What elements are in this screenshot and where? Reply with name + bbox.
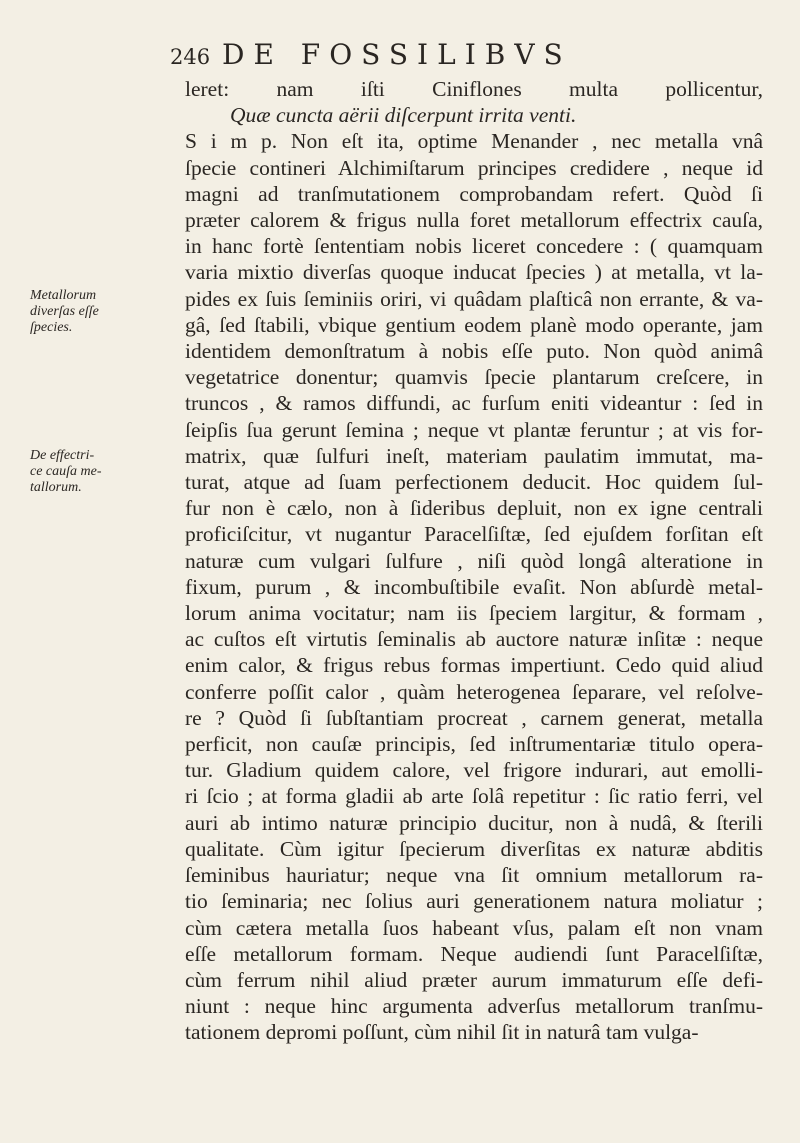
margin-note-line: tallorum. <box>30 480 82 495</box>
text-line: fur non è cælo, non à ſideribus depluit, non ex igne centrali <box>185 496 763 521</box>
text-line: S i m p. Non eſt ita, optime Menander , nec metalla vnâ <box>185 129 763 154</box>
text-line: re ? Quòd ſi ſubſtantiam procreat , carnem generat, metalla <box>185 705 763 730</box>
running-head <box>170 38 790 71</box>
text-line: in hanc fortè ſententiam nobis liceret concedere : ( quamquam <box>185 234 763 259</box>
text-line: ſeipſis ſua gerunt ſemina ; neque vt plantæ feruntur ; at vis for- <box>185 417 763 442</box>
text-line: conferre poſſit calor , quàm heterogenea ſeparare, vel reſolve- <box>185 679 763 704</box>
text-line: varia mixtio diverſas quoque inducat ſpecies ) at metalla, vt la- <box>185 260 763 285</box>
text-line: niunt : neque hinc argumenta adverſus metallorum tranſmu- <box>185 994 763 1019</box>
text-line: gâ, ſed ſtabili, vbique gentium eodem planè modo operante, jam <box>185 312 763 337</box>
text-line: ſpecie contineri Alchimiſtarum principes credidere , neque id <box>185 155 763 180</box>
text-line: tur. Gladium quidem calore, vel frigore indurari, aut emolli- <box>185 758 763 783</box>
body-text <box>185 76 763 1046</box>
text-line: cùm ferrum nihil aliud præter aurum immaturum eſſe defi- <box>185 967 763 992</box>
text-line: magni ad tranſmutationem comprobandam refert. Quòd ſi <box>185 181 763 206</box>
text-line: tio ſeminaria; nec ſolius auri generationem natura moliatur ; <box>185 889 763 914</box>
text-line: tationem depromi poſſunt, cùm nihil ſit in naturâ tam vulga- <box>185 1020 699 1045</box>
text-line: lorum anima vocitatur; nam iis ſpeciem largitur, & formam , <box>185 601 763 626</box>
margin-note-line: Metallorum <box>30 288 97 303</box>
margin-note-effectrice <box>30 448 150 496</box>
text-line: perficit, non cauſæ principis, ſed inſtrumentariæ titulo opera- <box>185 732 763 757</box>
text-line: ac cuſtos eſt virtutis ſeminalis ab auctore naturæ inſitæ : neque <box>185 627 763 652</box>
text-line: præter calorem & frigus nulla foret metallorum effectrix cauſa, <box>185 208 763 233</box>
text-line: turat, atque ad ſuam perfectionem deducit. Hoc quidem ſul- <box>185 470 763 495</box>
text-line: cùm cætera metalla ſuos habeant vſus, palam eſt non vnam <box>185 915 763 940</box>
text-line: fixum, purum , & incombuſtibile evaſit. Non abſurdè metal- <box>185 574 763 599</box>
text-line: eſſe metallorum formam. Neque audiendi ſunt Paracelſiſtæ, <box>185 941 763 966</box>
verse-quote-line: Quæ cuncta aërii diſcerpunt irrita venti. <box>230 103 577 128</box>
margin-note-line: De effectri- <box>30 448 95 463</box>
text-line: ſeminibus hauriatur; neque vna ſit omnium metallorum ra- <box>185 863 763 888</box>
text-line: matrix, quæ ſulfuri ineſt, materiam paulatim immutat, ma- <box>185 443 763 468</box>
margin-note-line: ce cauſa me- <box>30 464 102 479</box>
text-line: auri ab intimo naturæ principio ducitur, non à nudâ, & ſterili <box>185 810 763 835</box>
text-line: ri ſcio ; at forma gladii ab arte ſolâ repetitur : ſic ratio ferri, vel <box>185 784 763 809</box>
text-line: proficiſcitur, vt nugantur Paracelſiſtæ, ſed ejuſdem forſitan eſt <box>185 522 763 547</box>
margin-note-line: diverſas eſſe <box>30 304 99 319</box>
text-line: enim calor, & frigus rebus formas impertiunt. Cedo quid aliud <box>185 653 763 678</box>
page-number: 246 <box>170 45 211 69</box>
text-line: truncos , & ramos diffundi, ac furſum eniti videantur : ſed in <box>185 391 763 416</box>
text-line: pides ex ſuis ſeminiis oriri, vi quâdam plaſticâ non errante, & va- <box>185 286 763 311</box>
running-title: DE FOSSILIBVS <box>222 38 572 71</box>
text-line: qualitate. Cùm igitur ſpecierum diverſitas ex naturæ abditis <box>185 836 763 861</box>
margin-note-metallorum <box>30 288 150 336</box>
text-line: identidem demonſtratum à nobis eſſe puto. Non quòd animâ <box>185 339 763 364</box>
margin-note-line: ſpecies. <box>30 320 73 335</box>
text-line: vegetatrice donentur; quamvis ſpecie plantarum creſcere, in <box>185 365 763 390</box>
text-line: leret: nam iſti Ciniflones multa pollicentur, <box>185 77 763 101</box>
text-line: naturæ cum vulgari ſulfure , niſi quòd longâ alteratione in <box>185 548 763 573</box>
